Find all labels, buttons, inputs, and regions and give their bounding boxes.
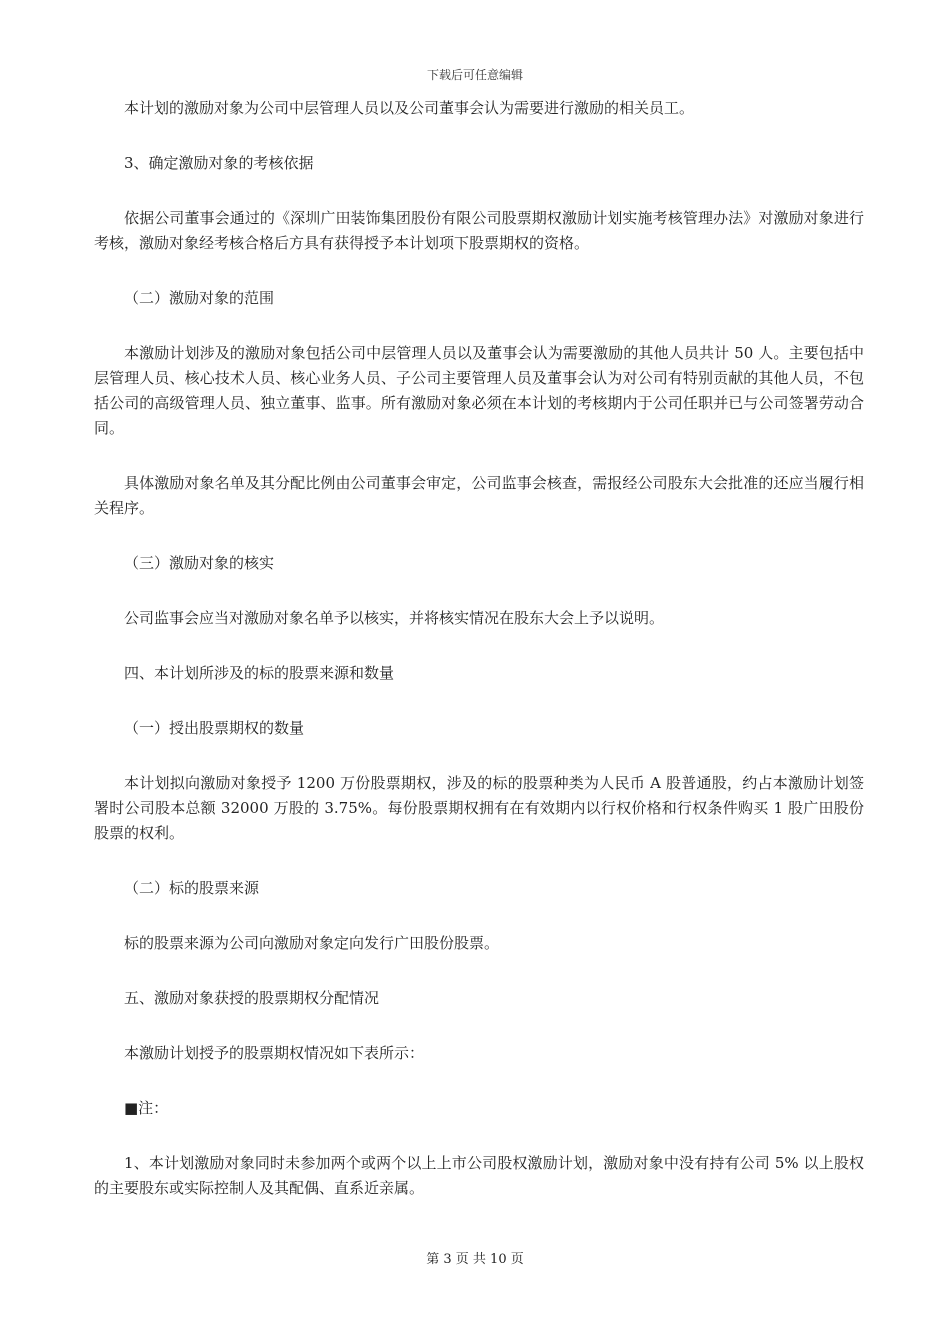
page-header: 下载后可任意编辑: [426, 68, 523, 82]
section-heading: （二）标的股票来源: [124, 879, 260, 897]
note-heading: ■注：: [124, 1099, 169, 1117]
section-heading: 四、本计划所涉及的标的股票来源和数量: [124, 664, 395, 682]
page-footer: 第 3 页 共 10 页: [426, 1252, 524, 1267]
paragraph: 标的股票来源为公司向激励对象定向发行广田股份股票。: [124, 934, 500, 952]
paragraph: 公司监事会应当对激励对象名单予以核实，并将核实情况在股东大会上予以说明。: [124, 609, 665, 627]
paragraph: 本计划的激励对象为公司中层管理人员以及公司董事会认为需要进行激励的相关员工。: [124, 99, 695, 117]
section-heading: （二）激励对象的范围: [124, 289, 275, 307]
section-heading: 五、激励对象获授的股票期权分配情况: [124, 989, 380, 1007]
paragraph: 1、本计划激励对象同时未参加两个或两个以上上市公司股权激励计划，激励对象中没有持有公司 5% 以上股权的主要股东或实际控制人及其配偶、直系近亲属。: [94, 1154, 864, 1197]
section-heading: 3、确定激励对象的考核依据: [124, 154, 314, 172]
section-heading: （一）授出股票期权的数量: [124, 719, 305, 737]
paragraph: 本计划拟向激励对象授予 1200 万份股票期权，涉及的标的股票种类为人民币 A 股普通股，约占本激励计划签署时公司股本总额 32000 万股的 3.75%。每份股票期权拥有在有效期内以行权价格和行权条件购买 1 股广田股份股票的权利。: [94, 774, 864, 842]
paragraph: 依据公司董事会通过的《深圳广田装饰集团股份有限公司股票期权激励计划实施考核管理办法》对激励对象进行考核，激励对象经考核合格后方具有获得授予本计划项下股票期权的资格。: [94, 209, 864, 252]
paragraph: 具体激励对象名单及其分配比例由公司董事会审定，公司监事会核查，需报经公司股东大会批准的还应当履行相关程序。: [94, 474, 864, 517]
section-heading: （三）激励对象的核实: [124, 554, 275, 572]
paragraph: 本激励计划涉及的激励对象包括公司中层管理人员以及董事会认为需要激励的其他人员共计 50 人。主要包括中层管理人员、核心技术人员、核心业务人员、子公司主要管理人员及董事会认为对公司有特别贡献的其他人员，不包括公司的高级管理人员、独立董事、监事。所有激励对象必须在本计划的考核期内于公司任职并已与公司签署劳动合同。: [94, 344, 864, 437]
paragraph: 本激励计划授予的股票期权情况如下表所示：: [124, 1044, 425, 1062]
document-body: [94, 96, 864, 1201]
